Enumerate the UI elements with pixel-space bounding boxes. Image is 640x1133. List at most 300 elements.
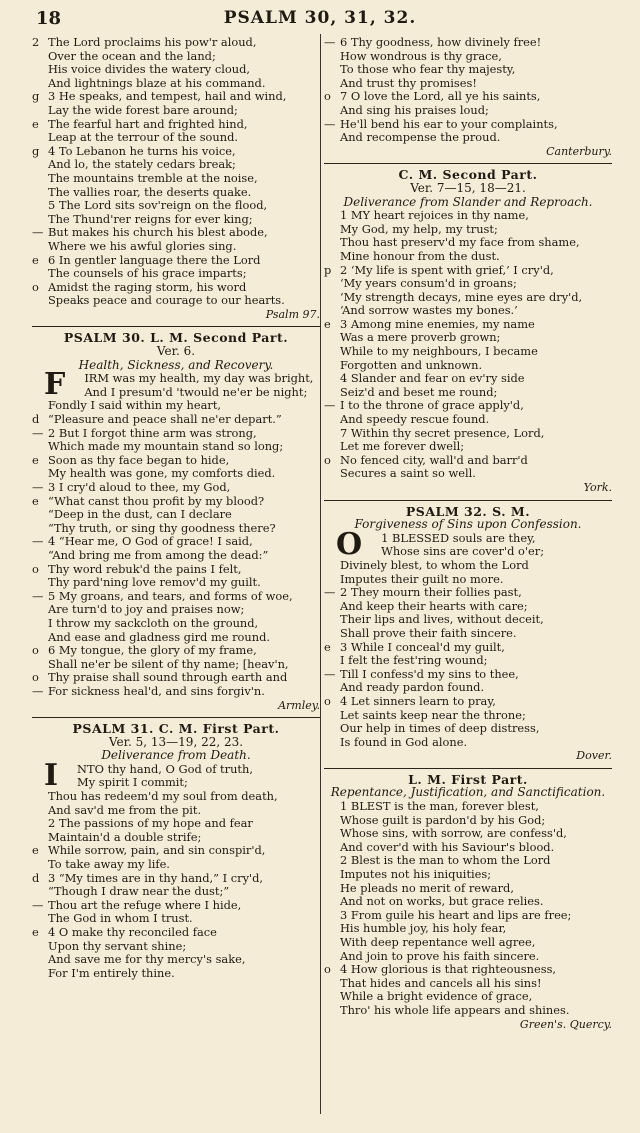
line-text: Let me forever dwell; (340, 440, 465, 454)
hymn-line (324, 36, 612, 50)
line-text: Thou has redeem'd my soul from death, (48, 790, 278, 804)
line-text: And lightnings blaze at his command. (48, 76, 266, 90)
right-column (324, 36, 612, 1031)
hymn-line (32, 427, 320, 441)
hymn-line (324, 936, 612, 950)
tune-name: Armley. (278, 698, 320, 712)
line-text: 6 Thy goodness, how divinely free! (340, 36, 542, 49)
hymn-line (32, 399, 320, 413)
hymn-line (32, 294, 320, 308)
verse-block (32, 757, 320, 981)
expression-mark: e (324, 640, 331, 654)
section-rule (32, 717, 320, 718)
hymn-line (324, 709, 612, 723)
hymn-line (32, 940, 320, 954)
line-text: “And bring me from among the dead:” (48, 548, 269, 562)
line-text: And keep their hearts with care; (340, 599, 528, 613)
running-title: PSALM 30, 31, 32. (223, 8, 417, 28)
line-text: Secures a saint so well. (340, 467, 476, 481)
hymn-line (324, 641, 612, 655)
hymn-line (32, 590, 320, 604)
hymn-line (324, 922, 612, 936)
hymn-line (324, 800, 612, 814)
tune-name: York. (583, 481, 612, 494)
expression-mark: d (32, 413, 40, 427)
expression-mark: e (324, 317, 331, 331)
expression-mark: e (32, 453, 39, 467)
line-text: And cover'd with his Saviour's blood. (340, 840, 555, 854)
hymn-line (32, 671, 320, 685)
expression-mark: — (32, 898, 44, 912)
line-text: And join to prove his faith sincere. (340, 949, 540, 963)
expression-mark: 2 (32, 36, 40, 49)
expression-mark: — (324, 667, 336, 681)
line-text: Thro' his whole life appears and shines. (340, 1003, 570, 1017)
hymn-line (365, 532, 612, 546)
line-text: 4 To Lebanon he turns his voice, (48, 144, 236, 158)
line-text: For I'm entirely thine. (48, 966, 175, 980)
line-text: “Deep in the dust, can I declare (48, 508, 232, 522)
hymn-line (324, 600, 612, 614)
line-text: His humble joy, his holy fear, (340, 922, 507, 936)
line-text: I felt the fest'ring wound; (340, 654, 488, 668)
section-rule (32, 326, 320, 327)
expression-mark: e (32, 844, 39, 858)
verse-block (324, 36, 612, 145)
hymn-line (324, 681, 612, 695)
line-text: 6 My tongue, the glory of my frame, (48, 644, 257, 658)
line-text: Divinely blest, to whom the Lord (340, 558, 529, 572)
line-text: 6 In gentler language there the Lord (48, 253, 261, 267)
tune-name: Canterbury. (546, 144, 612, 158)
hymn-line (32, 844, 320, 858)
hymn-line (324, 668, 612, 682)
line-text: 7 Within thy secret presence, Lord, (340, 426, 545, 440)
hymn-line (324, 573, 612, 587)
line-text: 2 They mourn their follies past, (340, 586, 522, 600)
psalm-topic: Repentance, Justification, and Sanctification. (330, 785, 606, 800)
hymn-line (32, 631, 320, 645)
line-text: The Thund'rer reigns for ever king; (48, 212, 253, 226)
expression-mark: g (32, 90, 40, 104)
section-rule (324, 768, 612, 769)
line-text: “Pleasure and peace shall ne'er depart.” (48, 413, 282, 427)
line-text: And speedy rescue found. (340, 413, 490, 427)
line-text: Imputes not his iniquities; (340, 868, 492, 882)
expression-mark: o (32, 671, 39, 685)
line-text: And recompense the proud. (340, 131, 501, 145)
line-text: 2 Blest is the man to whom the Lord (340, 854, 551, 868)
expression-mark: e (32, 117, 39, 131)
line-text: 1 MY heart rejoices in thy name, (340, 209, 529, 223)
line-text: 4 Slander and fear on ev'ry side (340, 372, 525, 386)
line-text: 4 “Hear me, O God of grace! I said, (48, 535, 253, 549)
drop-cap: O (336, 526, 363, 562)
hymn-line (324, 250, 612, 264)
line-text: 1 BLESSED souls are they, (381, 531, 536, 545)
line-text: Forgotten and unknown. (340, 358, 483, 372)
hymn-line (324, 90, 612, 104)
hymn-line (32, 912, 320, 926)
hymn-line (324, 695, 612, 709)
line-text: “Though I draw near the dust;” (48, 885, 230, 899)
hymn-line (32, 899, 320, 913)
expression-mark: d (32, 871, 40, 885)
hymn-line (68, 386, 320, 400)
expression-mark: e (32, 253, 39, 267)
psalm-topic: Deliverance from Death. (101, 748, 251, 763)
line-text: Mine honour from the dust. (340, 249, 500, 263)
expression-mark: — (32, 589, 44, 603)
line-text: Amidst the raging storm, his word (48, 280, 247, 294)
expression-mark: — (32, 226, 44, 240)
line-text: Imputes their guilt no more. (340, 572, 504, 586)
expression-mark: o (32, 644, 39, 658)
section-rule (324, 500, 612, 501)
verse-block (32, 36, 320, 308)
psalm-topic: Health, Sickness, and Recovery. (78, 357, 274, 372)
hymn-line (324, 559, 612, 573)
hymn-line (324, 736, 612, 750)
hymn-line (324, 50, 612, 64)
hymn-line (32, 617, 320, 631)
line-text: 2 The passions of my hope and fear (48, 817, 253, 831)
hymn-line (324, 331, 612, 345)
expression-mark: g (32, 144, 40, 158)
hymn-line (324, 77, 612, 91)
expression-mark: o (324, 453, 331, 467)
hymn-line (32, 522, 320, 536)
hymn-line (32, 454, 320, 468)
line-text: “Thy truth, or sing thy goodness there? (48, 521, 276, 535)
line-text: And ready pardon found. (340, 681, 485, 695)
psalm-title: PSALM 32. S. M. (405, 503, 531, 519)
hymn-line (32, 535, 320, 549)
hymn-line (324, 990, 612, 1004)
line-text: And sav'd me from the pit. (48, 803, 202, 817)
hymn-line (32, 790, 320, 804)
line-text: And save me for thy mercy's sake, (48, 953, 246, 967)
hymn-line (32, 254, 320, 268)
hymn-line (324, 209, 612, 223)
line-text: NTO thy hand, O God of truth, (77, 762, 253, 776)
hymn-line (324, 427, 612, 441)
line-text: Thy pard'ning love remov'd my guilt. (48, 576, 261, 590)
verse-ref: Ver. 5, 13—19, 22, 23. (108, 734, 244, 749)
line-text: “What canst thou profit by my blood? (48, 494, 265, 508)
line-text: 4 How glorious is that righteousness, (340, 963, 557, 977)
drop-cap: I (44, 757, 59, 793)
hymn-line (32, 603, 320, 617)
hymn-line (32, 953, 320, 967)
expression-mark: — (324, 36, 336, 49)
hymn-line (32, 131, 320, 145)
line-text: And ease and gladness gird me round. (48, 630, 271, 644)
line-text: Their lips and lives, without deceit, (340, 613, 544, 627)
hymn-line (324, 467, 612, 481)
line-text: My spirit I commit; (77, 776, 188, 790)
verse-ref: Ver. 7—15, 18—21. (410, 180, 526, 195)
expression-mark: o (32, 280, 39, 294)
line-text: Whose guilt is pardon'd by his God; (340, 813, 546, 827)
hymn-line (32, 685, 320, 699)
hymn-line (324, 304, 612, 318)
line-text: The vallies roar, the deserts quake. (48, 185, 252, 199)
hymn-line (32, 576, 320, 590)
line-text: 5 The Lord sits sov'reign on the flood, (48, 199, 268, 213)
hymn-line (32, 158, 320, 172)
hymn-line (32, 481, 320, 495)
line-text: Till I confess'd my sins to thee, (340, 667, 519, 681)
hymn-line (32, 563, 320, 577)
column-divider (320, 34, 321, 1114)
hymn-line (324, 236, 612, 250)
hymn-line (32, 885, 320, 899)
hymn-line (324, 277, 612, 291)
hymn-line (32, 413, 320, 427)
hymn-line (324, 386, 612, 400)
expression-mark: e (32, 494, 39, 508)
hymn-line (32, 172, 320, 186)
hymn-line (32, 199, 320, 213)
line-text: Lay the wide forest bare around; (48, 103, 238, 117)
verse-ref: Ver. 6. (156, 344, 196, 359)
hymn-line (32, 872, 320, 886)
line-text: And sing his praises loud; (340, 103, 489, 117)
line-text: While sorrow, pain, and sin conspir'd, (48, 844, 266, 858)
line-text: Maintain'd a double strife; (48, 830, 202, 844)
hymn-line (324, 950, 612, 964)
expression-mark: — (324, 586, 336, 600)
hymn-line (32, 817, 320, 831)
line-text: 3 “My times are in thy hand,” I cry'd, (48, 871, 264, 885)
expression-mark: o (324, 963, 331, 977)
hymn-line (324, 399, 612, 413)
hymn-line (32, 644, 320, 658)
hymn-line (324, 131, 612, 145)
line-text: The mountains tremble at the noise, (48, 171, 258, 185)
hymn-line (32, 186, 320, 200)
hymn-line (32, 549, 320, 563)
line-text: Whose sins are cover'd o'er; (381, 545, 545, 559)
line-text: 2 ‘My life is spent with grief,’ I cry'd, (340, 263, 554, 277)
hymn-line (32, 118, 320, 132)
hymn-line (324, 454, 612, 468)
line-text: ‘My strength decays, mine eyes are dry'd, (340, 290, 583, 304)
hymn-line (32, 77, 320, 91)
line-text: The fearful hart and frighted hind, (48, 117, 248, 131)
line-text: He pleads no merit of reward, (340, 881, 514, 895)
expression-mark: — (32, 535, 44, 549)
line-text: 7 O love the Lord, all ye his saints, (340, 90, 541, 104)
hymn-line (32, 467, 320, 481)
expression-mark: — (324, 399, 336, 413)
hymn-line (324, 854, 612, 868)
psalm-title: PSALM 31. C. M. First Part. (72, 721, 280, 737)
hymn-line (324, 345, 612, 359)
hymn-line (324, 264, 612, 278)
verse-block (32, 367, 320, 698)
hymn-line (32, 267, 320, 281)
hymn-line (32, 281, 320, 295)
hymn-line (32, 804, 320, 818)
hymn-line (32, 508, 320, 522)
hymn-line (324, 440, 612, 454)
page-number: 18 (36, 8, 62, 29)
hymn-line (32, 63, 320, 77)
expression-mark: o (32, 562, 39, 576)
hymn-line (324, 814, 612, 828)
hymn-line (324, 1004, 612, 1018)
verse-block (324, 209, 612, 481)
line-text: My God, my help, my trust; (340, 222, 498, 236)
hymn-line (324, 868, 612, 882)
line-text: That hides and cancels all his sins! (340, 976, 542, 990)
line-text: Is found in God alone. (340, 735, 468, 749)
line-text: 3 I cry'd aloud to thee, my God, (48, 481, 231, 494)
line-text: The counsels of his grace imparts; (48, 267, 247, 281)
hymn-line (324, 963, 612, 977)
line-text: While a bright evidence of grace, (340, 990, 533, 1004)
expression-mark: o (324, 694, 331, 708)
line-text: 4 Let sinners learn to pray, (340, 694, 496, 708)
line-text: Are turn'd to joy and praises now; (48, 603, 245, 617)
expression-mark: p (324, 263, 332, 277)
line-text: And I presum'd 'twould ne'er be night; (84, 385, 308, 399)
hymn-line (61, 776, 320, 790)
line-text: Let saints keep near the throne; (340, 708, 526, 722)
line-text: Speaks peace and courage to our hearts. (48, 294, 285, 308)
line-text: And lo, the stately cedars break; (48, 158, 236, 172)
left-column (32, 36, 320, 980)
hymn-line (32, 926, 320, 940)
line-text: Shall ne'er be silent of thy name; [heav'n, (48, 657, 289, 671)
line-text: Whose sins, with sorrow, are confess'd, (340, 827, 567, 841)
hymn-line (32, 967, 320, 981)
line-text: Upon thy servant shine; (48, 939, 187, 953)
line-text: He'll bend his ear to your complaints, (340, 117, 558, 131)
line-text: 2 But I forgot thine arm was strong, (48, 426, 257, 440)
verse-block (324, 800, 612, 1018)
hymn-line (32, 90, 320, 104)
drop-cap: F (44, 367, 66, 403)
hymn-line (324, 841, 612, 855)
hymn-line (324, 63, 612, 77)
hymn-line (324, 895, 612, 909)
expression-mark: e (32, 926, 39, 939)
line-text: For sickness heal'd, and sins forgiv'n. (48, 684, 265, 698)
hymn-line (324, 359, 612, 373)
line-text: Thou hast preserv'd my face from shame, (340, 236, 580, 250)
psalm-title: L. M. First Part. (408, 771, 528, 787)
hymn-line (324, 627, 612, 641)
line-text: Our help in times of deep distress, (340, 722, 540, 736)
hymn-line (324, 654, 612, 668)
line-text: Over the ocean and the land; (48, 49, 216, 63)
tune-name: Dover. (576, 749, 612, 763)
line-text: The God in whom I trust. (48, 912, 193, 926)
hymn-line (324, 318, 612, 332)
hymn-line (61, 763, 320, 777)
hymn-line (324, 104, 612, 118)
hymn-line (32, 213, 320, 227)
line-text: 1 BLEST is the man, forever blest, (340, 800, 539, 814)
line-text: But makes his church his blest abode, (48, 226, 268, 240)
psalm-title: PSALM 30. L. M. Second Part. (63, 330, 289, 346)
line-text: Where we his awful glories sing. (48, 239, 237, 253)
tune-name: Psalm 97. (265, 307, 320, 321)
line-text: Thy word rebuk'd the pains I felt, (48, 562, 242, 576)
line-text: ‘And sorrow wastes my bones.’ (340, 304, 518, 318)
line-text: And trust thy promises! (340, 76, 477, 90)
line-text: 3 From guile his heart and lips are free; (340, 908, 572, 922)
hymn-line (32, 495, 320, 509)
line-text: I to the throne of grace apply'd, (340, 399, 524, 413)
line-text: Thy praise shall sound through earth and (48, 671, 288, 685)
line-text: Seiz'd and beset me round; (340, 385, 498, 399)
line-text: Was a mere proverb grown; (340, 331, 501, 345)
expression-mark: — (32, 426, 44, 440)
hymn-line (324, 118, 612, 132)
psalm-topic: Forgiveness of Sins upon Confession. (354, 517, 582, 532)
hymn-line (32, 104, 320, 118)
hymn-line (324, 977, 612, 991)
line-text: With deep repentance well agree, (340, 936, 536, 949)
line-text: 3 While I conceal'd my guilt, (340, 640, 505, 654)
line-text: To those who fear thy majesty, (340, 63, 516, 77)
line-text: IRM was my health, my day was bright, (84, 372, 314, 386)
psalm-title: C. M. Second Part. (398, 167, 538, 183)
line-text: 3 Among mine enemies, my name (340, 317, 535, 331)
hymn-line (32, 50, 320, 64)
line-text: No fenced city, wall'd and barr'd (340, 453, 528, 467)
line-text: And not on works, but grace relies. (340, 895, 544, 909)
hymn-line (68, 372, 320, 386)
hymn-line (324, 882, 612, 896)
hymn-line (324, 372, 612, 386)
line-text: To take away my life. (48, 858, 170, 872)
hymn-line (324, 909, 612, 923)
line-text: Which made my mountain stand so long; (48, 440, 284, 454)
hymn-line (324, 223, 612, 237)
verse-block (324, 526, 612, 750)
tune-name: Green's. Quercy. (519, 1017, 612, 1031)
line-text: ‘My years consum'd in groans; (340, 277, 517, 291)
page-header (36, 8, 604, 30)
hymn-line (32, 858, 320, 872)
line-text: 4 O make thy reconciled face (48, 926, 217, 939)
hymn-line (32, 36, 320, 50)
hymn-line (324, 722, 612, 736)
section-rule (324, 163, 612, 164)
hymn-line (324, 291, 612, 305)
hymn-line (32, 440, 320, 454)
hymn-line (324, 413, 612, 427)
hymn-line (324, 613, 612, 627)
line-text: Thou art the refuge where I hide, (48, 898, 242, 912)
line-text: The Lord proclaims his pow'r aloud, (48, 36, 257, 49)
hymn-line (365, 545, 612, 559)
expression-mark: — (324, 117, 336, 131)
line-text: My health was gone, my comforts died. (48, 467, 276, 481)
line-text: While to my neighbours, I became (340, 345, 538, 359)
hymn-line (32, 831, 320, 845)
line-text: Leap at the terrour of the sound. (48, 131, 238, 145)
line-text: 5 My groans, and tears, and forms of woe, (48, 589, 293, 603)
expression-mark: o (324, 90, 331, 104)
hymn-line (32, 226, 320, 240)
hymn-line (324, 827, 612, 841)
